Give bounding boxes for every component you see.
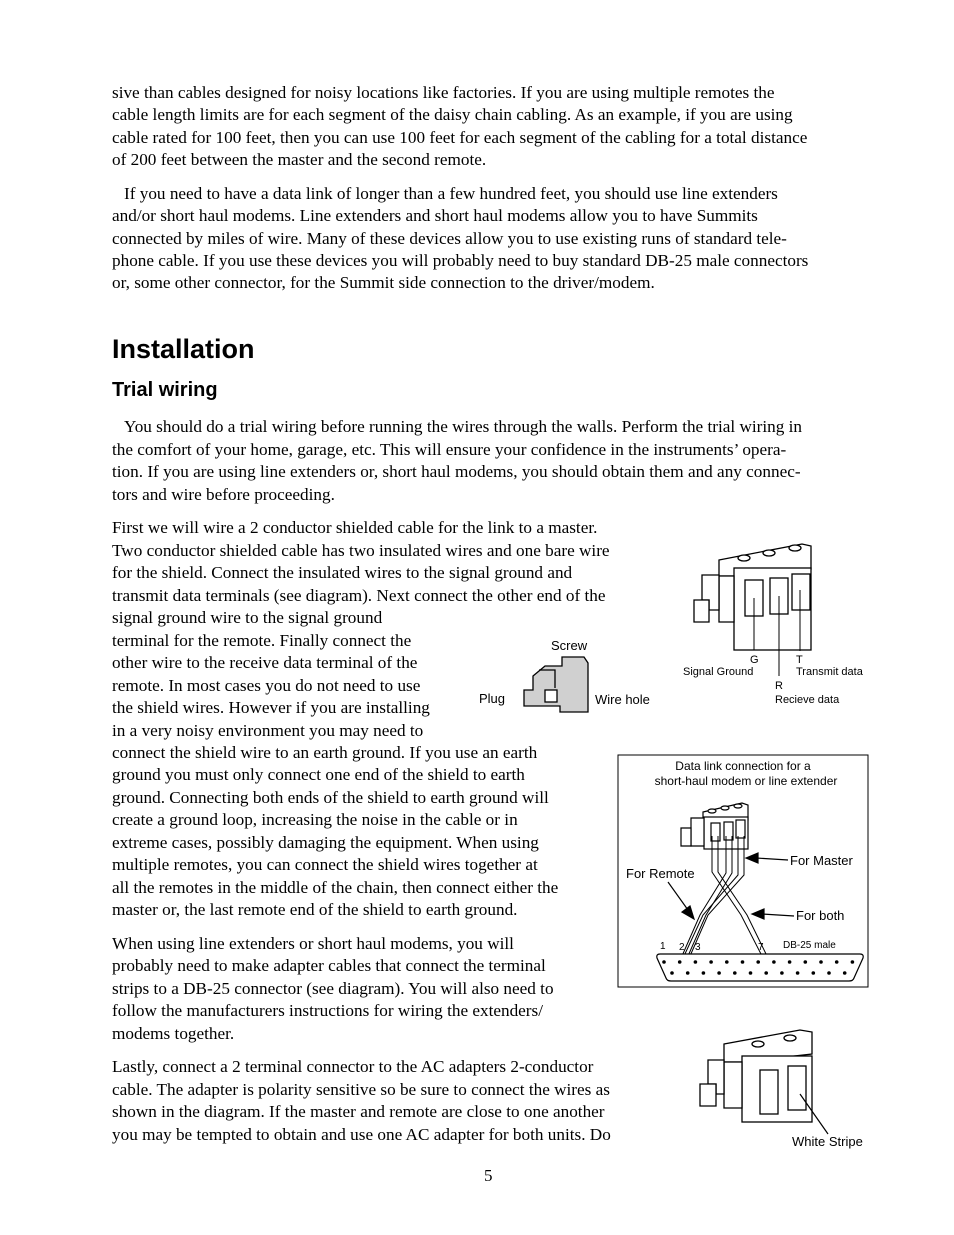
label-screw: Screw <box>551 638 588 653</box>
section-heading: Installation <box>112 334 255 364</box>
pin-label-3: 3 <box>695 942 701 953</box>
text-line: other wire to the receive data terminal of the <box>112 653 418 672</box>
label-plug: Plug <box>479 691 506 706</box>
text-line: create a ground loop, increasing the noise in the cable or in <box>112 810 518 829</box>
pin-label-7: 7 <box>758 942 764 953</box>
label-t: T <box>796 654 803 666</box>
terminal-block-2pin <box>700 1030 812 1122</box>
label-db25: DB-25 male <box>783 940 836 951</box>
text-line: transmit data terminals (see diagram). Next connect the other end of the <box>112 586 606 605</box>
text-line: strips to a DB-25 connector (see diagram). You will also need to <box>112 979 554 998</box>
label-signal-ground: Signal Ground <box>683 666 754 678</box>
subsection-heading: Trial wiring <box>112 379 218 401</box>
text-line: in a very noisy environment you may need to <box>112 721 424 740</box>
text-line: all the remotes in the middle of the chain, then connect either the <box>112 878 559 897</box>
text-line: the comfort of your home, garage, etc. This will ensure your confidence in the instruments’ opera- <box>112 440 787 459</box>
text-line: tion. If you are using line extenders or, short haul modems, you should obtain them and any connec- <box>112 462 801 481</box>
text-line: ground you must only connect one end of the shield to earth <box>112 765 525 784</box>
text-line: When using line extenders or short haul modems, you will <box>112 934 514 953</box>
text-line: extreme cases, possibly damaging the equipment. When using <box>112 833 539 852</box>
text-line: follow the manufacturers instructions for wiring the extenders/ <box>112 1001 543 1020</box>
label-receive-data: Recieve data <box>775 694 840 706</box>
text-line: shown in the diagram. If the master and remote are close to one another <box>112 1102 605 1121</box>
text-line: First we will wire a 2 conductor shielded cable for the link to a master. <box>112 518 598 537</box>
text-line: sive than cables designed for noisy locations like factories. If you are using multiple remotes the <box>112 83 775 102</box>
text-line: cable length limits are for each segment of the daisy chain cabling. As an example, if you are using <box>112 105 793 124</box>
text-line: the shield wires. However if you are installing <box>112 698 430 717</box>
label-r: R <box>775 680 783 692</box>
text-line: Lastly, connect a 2 terminal connector to the AC adapters 2-conductor <box>112 1057 594 1076</box>
text-line: tors and wire before proceeding. <box>112 485 335 504</box>
text-line: remote. In most cases you do not need to use <box>112 676 421 695</box>
text-line: If you need to have a data link of longer than a few hundred feet, you should use line extenders <box>124 184 778 203</box>
text-line: signal ground wire to the signal ground <box>112 608 383 627</box>
label-wire-hole: Wire hole <box>595 692 650 707</box>
text-line: of 200 feet between the master and the second remote. <box>112 150 487 169</box>
label-transmit-data: Transmit data <box>796 666 863 678</box>
text-line: and/or short haul modems. Line extenders and short haul modems allow you to have Summits <box>112 206 758 225</box>
text-line: connected by miles of wire. Many of these devices allow you to use existing runs of standard tele- <box>112 229 787 248</box>
text-line: You should do a trial wiring before running the wires through the walls. Perform the trial wiring in <box>124 417 802 436</box>
page-number: 5 <box>484 1166 493 1185</box>
text-line: multiple remotes, you can connect the shield wires together at <box>112 855 538 874</box>
text-line: or, some other connector, for the Summit side connection to the driver/modem. <box>112 273 655 292</box>
label-white-stripe: White Stripe <box>792 1134 863 1149</box>
text-line: for the shield. Connect the insulated wires to the signal ground and <box>112 563 573 582</box>
label-for-master: For Master <box>790 853 853 868</box>
pin-label-2: 2 <box>679 942 685 953</box>
pin-label-1: 1 <box>660 941 666 952</box>
text-line: probably need to make adapter cables that connect the terminal <box>112 956 546 975</box>
text-line: Two conductor shielded cable has two insulated wires and one bare wire <box>112 541 610 560</box>
label-for-remote: For Remote <box>626 866 695 881</box>
text-line: phone cable. If you use these devices you will probably need to buy standard DB-25 male connectors <box>112 251 809 270</box>
text-line: modems together. <box>112 1024 235 1043</box>
label-for-both: For both <box>796 908 845 923</box>
text-line: cable rated for 100 feet, then you can use 100 feet for each segment of the cabling for a total distance <box>112 128 808 147</box>
datalink-title-line-1: Data link connection for a <box>675 759 811 773</box>
text-line: terminal for the remote. Finally connect the <box>112 631 412 650</box>
text-line: connect the shield wire to an earth ground. If you use an earth <box>112 743 538 762</box>
datalink-title-line-2: short-haul modem or line extender <box>654 774 838 788</box>
text-line: ground. Connecting both ends of the shield to earth ground will <box>112 788 549 807</box>
text-line: cable. The adapter is polarity sensitive so be sure to connect the wires as <box>112 1080 610 1099</box>
label-g: G <box>750 654 759 666</box>
text-line: master or, the last remote end of the shield to earth ground. <box>112 900 518 919</box>
text-line: you may be tempted to obtain and use one AC adapter for both units. Do <box>112 1125 611 1144</box>
